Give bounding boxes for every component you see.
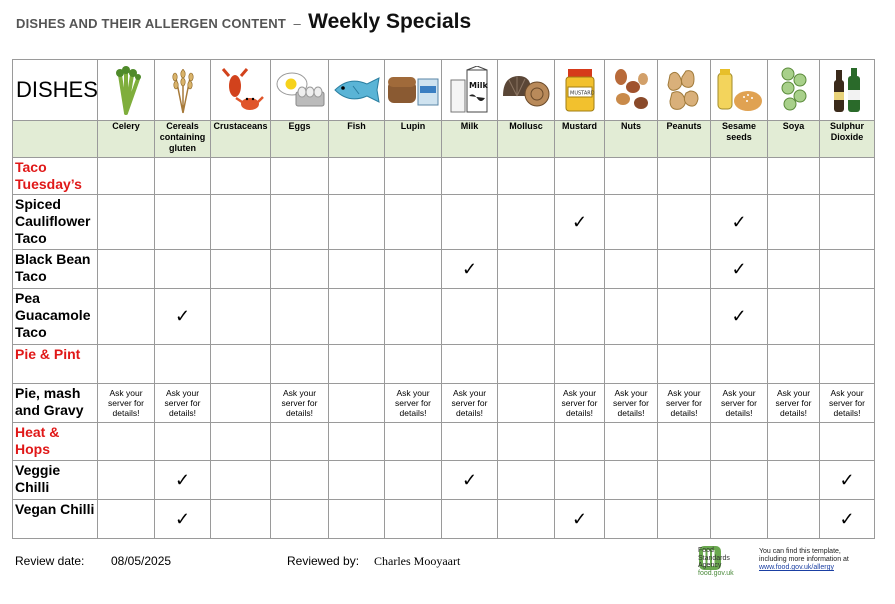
empty-cell <box>768 289 820 345</box>
dish-row <box>13 195 875 250</box>
dish-name: Black Bean Taco <box>13 250 98 289</box>
empty-cell <box>155 250 211 289</box>
empty-cell <box>605 461 658 500</box>
nuts-icon <box>605 60 658 121</box>
milk-icon <box>442 60 498 121</box>
eggs-icon <box>271 60 329 121</box>
empty-cell <box>498 195 555 250</box>
review-date-value: 08/05/2025 <box>111 554 172 568</box>
empty-cell <box>711 461 768 500</box>
header-separator: – <box>293 16 301 31</box>
empty-cell <box>211 500 271 539</box>
empty-cell <box>329 289 385 345</box>
empty-cell <box>711 158 768 195</box>
empty-cell <box>271 461 329 500</box>
empty-cell <box>155 195 211 250</box>
check-icon: ✓ <box>571 211 588 232</box>
empty-cell <box>211 158 271 195</box>
allergen-cell <box>555 500 605 539</box>
allergen-label: Eggs <box>271 121 329 158</box>
empty-cell <box>211 461 271 500</box>
empty-cell <box>498 289 555 345</box>
dish-row <box>13 500 875 539</box>
dish-row <box>13 461 875 500</box>
empty-cell <box>605 250 658 289</box>
empty-cell <box>329 384 385 423</box>
dish-row <box>13 289 875 345</box>
sesame-icon <box>711 60 768 121</box>
empty-cell <box>385 423 442 461</box>
empty-cell <box>385 289 442 345</box>
empty-cell <box>329 195 385 250</box>
empty-cell <box>820 195 875 250</box>
empty-cell <box>820 158 875 195</box>
empty-cell <box>498 461 555 500</box>
empty-cell <box>768 195 820 250</box>
template-note <box>759 548 869 572</box>
empty-cell <box>211 289 271 345</box>
empty-cell <box>385 500 442 539</box>
empty-cell <box>98 423 155 461</box>
check-icon: ✓ <box>174 469 191 490</box>
empty-cell <box>211 250 271 289</box>
svg-text:MUSTARD: MUSTARD <box>569 90 595 97</box>
allergen-label-row <box>13 121 875 158</box>
allergen-cell <box>711 384 768 423</box>
allergen-cell <box>555 195 605 250</box>
check-icon: ✓ <box>461 469 478 490</box>
reviewed-by-name: Charles Mooyaart <box>374 554 461 568</box>
empty-cell <box>555 158 605 195</box>
mustard-icon <box>555 60 605 121</box>
dish-name: Spiced Cauliflower Taco <box>13 195 98 250</box>
empty-cell <box>211 345 271 384</box>
dish-row <box>13 250 875 289</box>
empty-cell <box>98 345 155 384</box>
allergen-cell <box>442 384 498 423</box>
empty-cell <box>605 345 658 384</box>
empty-cell <box>498 384 555 423</box>
dish-name: Pea Guacamole Taco <box>13 289 98 345</box>
section-name: Heat & Hops <box>13 423 98 461</box>
reviewed-by-label: Reviewed by: <box>287 554 360 568</box>
allergen-label: Celery <box>98 121 155 158</box>
empty-cell <box>271 423 329 461</box>
allergen-cell <box>711 289 768 345</box>
allergen-label: Mollusc <box>498 121 555 158</box>
ask-server-note: Ask your server for details! <box>721 388 757 418</box>
ask-server-note: Ask your server for details! <box>281 388 318 418</box>
ask-server-note: Ask your server for details! <box>164 388 201 418</box>
allergen-cell <box>442 461 498 500</box>
dish-name: Vegan Chilli <box>13 500 98 539</box>
empty-cell <box>498 158 555 195</box>
empty-cell <box>271 195 329 250</box>
svg-text:Milk: Milk <box>468 81 488 90</box>
fish-icon <box>329 60 385 121</box>
empty-cell <box>555 250 605 289</box>
allergen-cell <box>155 289 211 345</box>
empty-cell <box>768 345 820 384</box>
empty-cell <box>658 289 711 345</box>
empty-cell <box>442 500 498 539</box>
allergen-cell <box>385 384 442 423</box>
lupin-icon <box>385 60 442 121</box>
empty-cell <box>271 500 329 539</box>
empty-cell <box>329 461 385 500</box>
empty-cell <box>98 461 155 500</box>
allergen-cell <box>271 384 329 423</box>
empty-cell <box>211 423 271 461</box>
allergen-label: Milk <box>442 121 498 158</box>
empty-cell <box>442 195 498 250</box>
allergen-cell <box>155 384 211 423</box>
empty-cell <box>820 345 875 384</box>
soya-icon <box>768 60 820 121</box>
allergen-cell <box>555 384 605 423</box>
check-icon: ✓ <box>571 508 588 529</box>
empty-cell <box>329 345 385 384</box>
ask-server-note: Ask your server for details! <box>108 388 144 418</box>
ask-server-note: Ask your server for details! <box>666 388 702 418</box>
empty-cell <box>271 250 329 289</box>
empty-cell <box>605 158 658 195</box>
allergen-cell <box>711 195 768 250</box>
allergen-cell <box>768 384 820 423</box>
empty-cell <box>329 423 385 461</box>
empty-cell <box>442 158 498 195</box>
empty-cell <box>820 250 875 289</box>
empty-cell <box>98 195 155 250</box>
empty-cell <box>498 345 555 384</box>
empty-cell <box>385 345 442 384</box>
allergen-cell <box>820 384 875 423</box>
ask-server-note: Ask your server for details! <box>613 388 649 418</box>
check-icon: ✓ <box>731 258 747 279</box>
dish-row <box>13 384 875 423</box>
empty-cell <box>271 345 329 384</box>
allergen-label: Cereals containing gluten <box>155 121 211 158</box>
allergen-label: Crustaceans <box>211 121 271 158</box>
empty-cell <box>211 384 271 423</box>
empty-cell <box>385 250 442 289</box>
allergen-label: Fish <box>329 121 385 158</box>
allergen-cell <box>711 250 768 289</box>
empty-cell <box>768 158 820 195</box>
allergy-link[interactable]: www.food.gov.uk/allergy <box>759 564 834 571</box>
ask-server-note: Ask your server for details! <box>561 388 598 418</box>
allergen-cell <box>820 500 875 539</box>
allergen-cell <box>605 384 658 423</box>
empty-cell <box>155 345 211 384</box>
fsa-url: food.gov.uk <box>698 569 734 577</box>
header-prefix: DISHES AND THEIR ALLERGEN CONTENT <box>16 16 286 31</box>
allergen-label: Peanuts <box>658 121 711 158</box>
empty-cell <box>768 500 820 539</box>
empty-cell <box>442 345 498 384</box>
allergen-table <box>12 59 875 539</box>
empty-cell <box>555 345 605 384</box>
section-name: Pie & Pint <box>13 345 98 384</box>
empty-cell <box>385 158 442 195</box>
empty-cell <box>442 423 498 461</box>
ask-server-note: Ask your server for details! <box>775 388 812 418</box>
allergen-label: Mustard <box>555 121 605 158</box>
sulphur-dioxide-icon <box>820 60 875 121</box>
mollusc-icon <box>498 60 555 121</box>
empty-cell <box>329 250 385 289</box>
allergen-cell <box>155 461 211 500</box>
empty-cell <box>820 289 875 345</box>
empty-cell <box>711 345 768 384</box>
allergen-cell <box>658 384 711 423</box>
empty-cell <box>605 289 658 345</box>
section-name: Taco Tuesday’s <box>13 158 98 195</box>
page-title: Weekly Specials <box>308 10 472 33</box>
empty-cell <box>605 423 658 461</box>
allergen-label: Nuts <box>605 121 658 158</box>
empty-cell <box>498 500 555 539</box>
empty-cell <box>98 289 155 345</box>
review-date-label: Review date: <box>15 554 85 568</box>
empty-cell <box>820 423 875 461</box>
ask-server-note: Ask your server for details! <box>829 388 865 418</box>
allergen-label: Soya <box>768 121 820 158</box>
icon-row <box>13 60 875 121</box>
empty-cell <box>442 289 498 345</box>
empty-cell <box>658 250 711 289</box>
empty-cell <box>98 158 155 195</box>
template-note-text: You can find this template, including more information at <box>759 548 849 563</box>
allergen-cell <box>442 250 498 289</box>
label-row-blank <box>13 121 98 158</box>
allergen-cell <box>820 461 875 500</box>
allergen-cell <box>155 500 211 539</box>
fsa-name: Food Standards Agency <box>698 547 730 569</box>
empty-cell <box>329 500 385 539</box>
empty-cell <box>155 423 211 461</box>
empty-cell <box>498 423 555 461</box>
cereals-icon <box>155 60 211 121</box>
check-icon: ✓ <box>731 211 747 232</box>
page-header <box>16 10 471 34</box>
empty-cell <box>155 158 211 195</box>
empty-cell <box>658 500 711 539</box>
empty-cell <box>98 500 155 539</box>
section-row <box>13 345 875 384</box>
empty-cell <box>658 461 711 500</box>
crustaceans-icon <box>211 60 271 121</box>
check-icon: ✓ <box>174 306 191 326</box>
empty-cell <box>658 345 711 384</box>
section-row <box>13 158 875 195</box>
ask-server-note: Ask your server for details! <box>395 388 431 418</box>
check-icon: ✓ <box>731 306 747 326</box>
section-row <box>13 423 875 461</box>
empty-cell <box>555 423 605 461</box>
empty-cell <box>658 158 711 195</box>
empty-cell <box>658 423 711 461</box>
empty-cell <box>711 500 768 539</box>
allergen-label: Sulphur Dioxide <box>820 121 875 158</box>
empty-cell <box>385 195 442 250</box>
peanuts-icon <box>658 60 711 121</box>
dish-name: Pie, mash and Gravy <box>13 384 98 423</box>
empty-cell <box>211 195 271 250</box>
empty-cell <box>271 158 329 195</box>
empty-cell <box>658 195 711 250</box>
check-icon: ✓ <box>461 258 478 279</box>
empty-cell <box>605 195 658 250</box>
empty-cell <box>555 289 605 345</box>
empty-cell <box>385 461 442 500</box>
check-icon: ✓ <box>839 469 855 490</box>
empty-cell <box>605 500 658 539</box>
dishes-header: DISHES <box>13 60 98 121</box>
allergen-cell <box>98 384 155 423</box>
dish-name: Veggie Chilli <box>13 461 98 500</box>
empty-cell <box>711 423 768 461</box>
empty-cell <box>98 250 155 289</box>
allergen-label: Sesame seeds <box>711 121 768 158</box>
check-icon: ✓ <box>839 508 855 529</box>
fsa-logo-text <box>698 547 738 577</box>
empty-cell <box>271 289 329 345</box>
ask-server-note: Ask your server for details! <box>451 388 488 418</box>
empty-cell <box>498 250 555 289</box>
empty-cell <box>768 461 820 500</box>
empty-cell <box>329 158 385 195</box>
check-icon: ✓ <box>174 508 191 529</box>
celery-icon <box>98 60 155 121</box>
allergen-label: Lupin <box>385 121 442 158</box>
empty-cell <box>768 250 820 289</box>
empty-cell <box>768 423 820 461</box>
empty-cell <box>555 461 605 500</box>
